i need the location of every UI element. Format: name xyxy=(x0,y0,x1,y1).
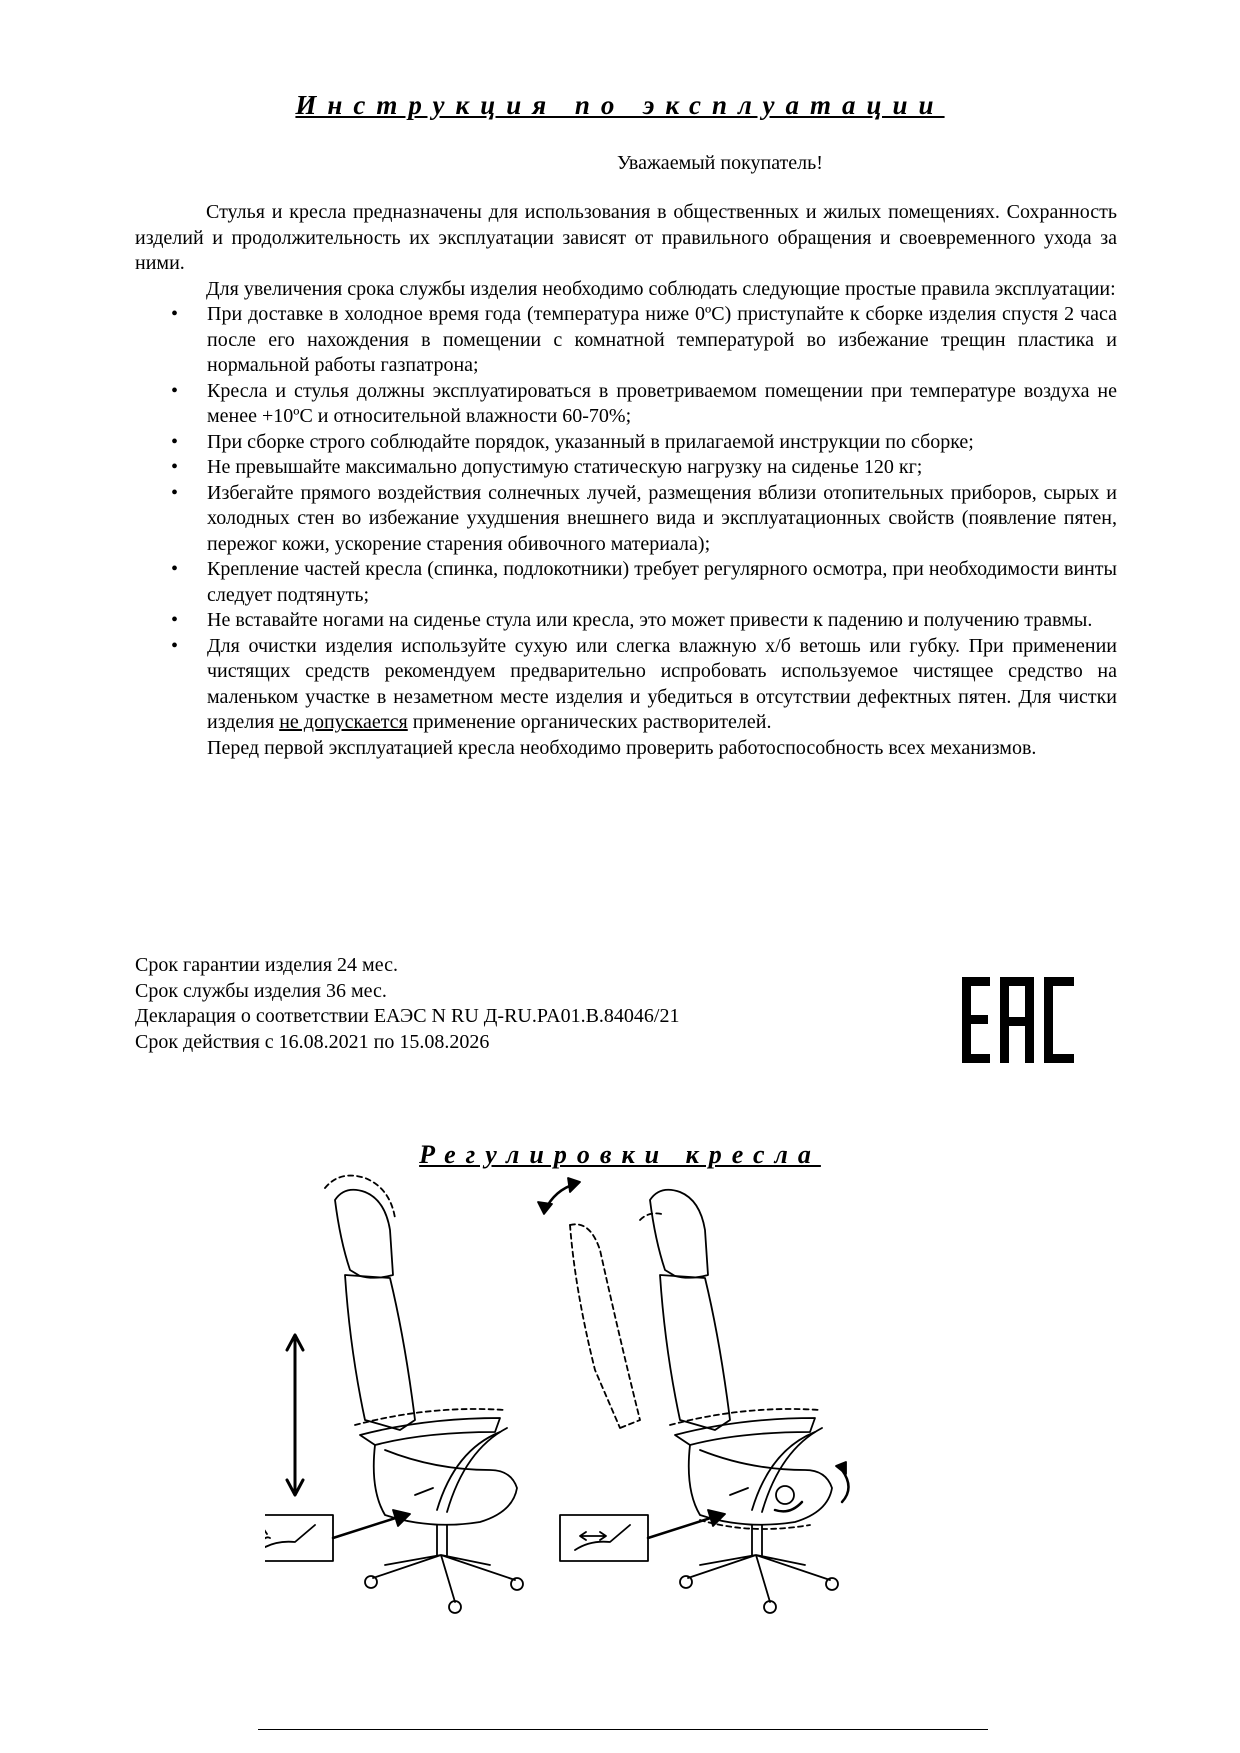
bullet: • xyxy=(171,634,179,657)
rule-item xyxy=(171,455,1117,481)
validity-period: Срок действия с 16.08.2021 по 15.08.2026 xyxy=(135,1030,490,1053)
footer-divider xyxy=(258,1729,988,1730)
rule-item-cleaning xyxy=(171,634,1117,736)
greeting: Уважаемый покупатель! xyxy=(617,152,823,174)
rule-item xyxy=(171,608,1117,634)
rule-text: При доставке в холодное время года (температура ниже 0ºС) приступайте к сборке изделия спустя 2 часа после его нахождения в помещении с комнатной температурой во избежание трещин пластика и нормальной работы газпатрона; xyxy=(207,303,1117,376)
rule-text: При сборке строго соблюдайте порядок, указанный в прилагаемой инструкции по сборке; xyxy=(207,430,974,453)
rules-list xyxy=(135,302,1117,736)
rule-text: Кресла и стулья должны эксплуатироваться в проветриваемом помещении при температуре воздуха не менее +10ºС и относительной влажности 60-70%; xyxy=(207,379,1117,427)
rule-text: Избегайте прямого воздействия солнечных лучей, размещения вблизи отопительных приборов, сырых и холодных стен во избежание ухудшения внешнего вида и эксплуатационных свойств (появление пятен, пережог кожи, ускорение старения обивочного материала); xyxy=(207,481,1117,555)
conformity-declaration: Декларация о соответствии ЕАЭС N RU Д-RU.PA01.B.84046/21 xyxy=(135,1005,680,1027)
bullet: • xyxy=(171,481,179,504)
service-life: Срок службы изделия 36 мес. xyxy=(135,979,387,1002)
rule-item xyxy=(171,430,1117,456)
rule-item xyxy=(171,379,1117,430)
intro-paragraph-1: Стулья и кресла предназначены для использования в общественных и жилых помещениях. Сохранность изделий и продолжительность их эксплуатации зависят от правильного обращения и своевременного ухода за ними. xyxy=(135,201,1117,274)
bullet: • xyxy=(171,456,179,478)
warranty-period: Срок гарантии изделия 24 мес. xyxy=(135,954,398,976)
chair-right xyxy=(538,1178,849,1613)
bullet: • xyxy=(171,558,179,580)
adjustments-title: Регулировки кресла xyxy=(419,1140,821,1169)
bullet: • xyxy=(171,609,179,631)
cleaning-text-start: Для очистки изделия используйте сухую или слегка влажную х/б ветошь или губку. При применении чистящих средств рекомендуем предварительно испробовать используемое чистящее средство на маленьком участке в незаметном месте изделия и убедиться в отсутствии дефектных пятен. Для чистки изделия xyxy=(207,634,1117,733)
document-title: Инструкция по эксплуатации xyxy=(295,90,945,120)
rule-item xyxy=(171,481,1117,558)
instructions-body xyxy=(135,200,1117,761)
rule-text: Не вставайте ногами на сиденье стула или кресла, это может привести к падению и получению травмы. xyxy=(207,609,1093,631)
rule-text: Не превышайте максимально допустимую статическую нагрузку на сиденье 120 кг; xyxy=(207,456,923,478)
rule-text: Крепление частей кресла (спинка, подлокотники) требует регулярного осмотра, при необходимости винты следует подтянуть; xyxy=(207,558,1117,606)
warranty-block xyxy=(135,953,679,1055)
eac-mark-logo xyxy=(960,975,1080,1065)
bullet: • xyxy=(171,303,179,325)
rule-item xyxy=(171,557,1117,608)
chair-left xyxy=(265,1176,523,1613)
intro-paragraph-2: Для увеличения срока службы изделия необходимо соблюдать следующие простые правила эксплуатации: xyxy=(206,277,1116,300)
first-use-note: Перед первой эксплуатацией кресла необходимо проверить работоспособность всех механизмов. xyxy=(207,736,1037,759)
bullet: • xyxy=(171,430,179,453)
cleaning-text-end: применение органических растворителей. xyxy=(407,711,772,733)
rule-item xyxy=(171,302,1117,379)
chair-adjustments-illustration xyxy=(265,1170,985,1630)
bullet: • xyxy=(171,379,179,402)
cleaning-warning-underlined: не допускается xyxy=(279,711,408,733)
